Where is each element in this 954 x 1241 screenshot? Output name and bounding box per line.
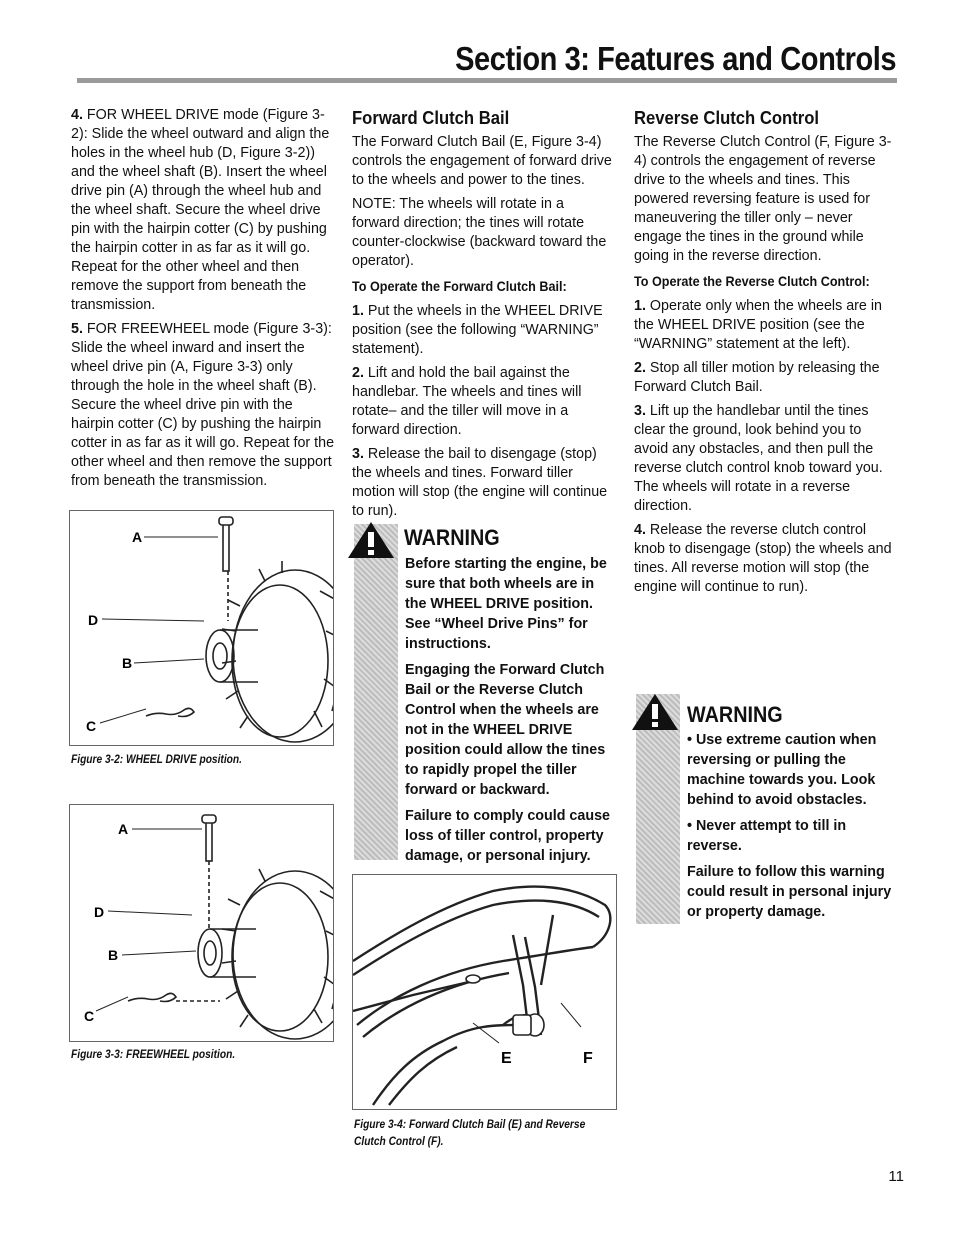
- figure-clutch-controls: [352, 874, 617, 1110]
- paragraph-wheel-drive: [71, 106, 335, 315]
- callout-d: D: [94, 904, 105, 920]
- step-number: 3.: [352, 446, 364, 462]
- step-number: 1.: [352, 303, 364, 319]
- warning-title: WARNING: [404, 525, 500, 550]
- warning-bullet: • Use extreme caution when reversing or pulling the machine towards you. Look behind to avoid obstacles.: [687, 732, 877, 808]
- figure-freewheel: [69, 804, 334, 1042]
- callout-a: A: [118, 821, 129, 837]
- step: [352, 445, 614, 521]
- callout-d: D: [88, 612, 99, 628]
- warning-stripe: [354, 524, 398, 860]
- step-text: Stop all tiller motion by releasing the Forward Clutch Bail.: [634, 360, 880, 395]
- callout-b: B: [122, 655, 133, 671]
- step-text: Release the reverse clutch control knob to disengage (stop) the wheels and tines. All reverse motion will stop (the engine will continue to run).: [634, 522, 892, 595]
- paragraph: The Reverse Clutch Control (F, Figure 3-4) controls the engagement of reverse drive to the wheels and tines. This powered reversing feature is used for maneuvering the tiller only – never engage the tines in the ground while going in the reverse direction.: [634, 134, 892, 264]
- warning-triangle-icon: [346, 520, 396, 560]
- warning-paragraph: Failure to follow this warning could result in personal injury or property damage.: [687, 864, 892, 920]
- warning-paragraph: Failure to comply could cause loss of tiller control, property damage, or personal injury.: [405, 808, 610, 864]
- page-number: 11: [888, 1168, 904, 1185]
- step: [352, 302, 614, 359]
- step-text: Lift and hold the bail against the handlebar. The wheels and tines will rotate– and the tiller will move in a forward direction.: [352, 365, 582, 438]
- warning-paragraph: Engaging the Forward Clutch Bail or the Reverse Clutch Control when the wheels are not in the WHEEL DRIVE position could allow the tines to rapidly propel the tiller forward or backward.: [405, 662, 606, 798]
- warning-bullet: • Never attempt to till in reverse.: [687, 818, 847, 854]
- figure-caption: Figure 3-2: WHEEL DRIVE position.: [71, 752, 242, 766]
- page-title: Section 3: Features and Controls: [455, 40, 896, 77]
- header-rule: [77, 78, 897, 83]
- subheading: To Operate the Forward Clutch Bail:: [352, 278, 567, 294]
- subheading: To Operate the Reverse Clutch Control:: [634, 273, 870, 289]
- step: [634, 402, 899, 516]
- step-number: 1.: [634, 298, 646, 314]
- section-heading: Forward Clutch Bail: [352, 107, 510, 128]
- clutch-bail-illustration: [353, 875, 616, 1109]
- figure-wheel-drive: [69, 510, 334, 746]
- step-text: Operate only when the wheels are in the WHEEL DRIVE position (see the “WARNING” statement at the left).: [634, 298, 882, 352]
- step-text: Lift up the handlebar until the tines clear the ground, look behind you to avoid any obstacles, and then pull the reverse clutch control knob toward you. The wheels will rotate in a reverse direction.: [634, 403, 883, 514]
- callout-e: E: [501, 1050, 512, 1067]
- step-text: Put the wheels in the WHEEL DRIVE position (see the following “WARNING” statement).: [352, 303, 603, 357]
- left-column: [71, 106, 335, 496]
- step-number: 4.: [634, 522, 646, 538]
- warning-title: WARNING: [687, 702, 783, 727]
- step-number: 3.: [634, 403, 646, 419]
- paragraph-text: FOR WHEEL DRIVE mode (Figure 3-2): Slide the wheel outward and align the holes in the wheel hub (D, Figure 3-2)) and the wheel shaft (B). Insert the wheel drive pin (A) through the wheel hub and the wheel shaft. Secure the wheel drive pin with the hairpin cotter (C) by pushing the hairpin cotter in as far as it will go. Repeat for the other wheel and then remove the support from beneath the transmission.: [71, 107, 330, 313]
- callout-f: F: [583, 1050, 593, 1067]
- warning-triangle-icon: [630, 692, 680, 732]
- middle-column: [352, 108, 614, 526]
- paragraph: The Forward Clutch Bail (E, Figure 3-4) controls the engagement of forward drive to the wheels and power to the tines.: [352, 134, 612, 188]
- right-column: [634, 108, 899, 602]
- figure-caption: Figure 3-3: FREEWHEEL position.: [71, 1047, 236, 1061]
- step: [634, 359, 899, 397]
- callout-b: B: [108, 947, 119, 963]
- step-number: 4.: [71, 107, 83, 123]
- step: [352, 364, 614, 440]
- callout-a: A: [132, 529, 143, 545]
- warning-body: [687, 730, 897, 928]
- step-number: 5.: [71, 321, 83, 337]
- step: [634, 297, 899, 354]
- callout-c: C: [86, 718, 97, 734]
- warning-paragraph: Before starting the engine, be sure that both wheels are in the WHEEL DRIVE position. See “Wheel Drive Pins” for instructions.: [405, 556, 607, 652]
- figure-caption: Figure 3-4: Forward Clutch Bail (E) and Reverse Clutch Control (F).: [354, 1117, 586, 1148]
- section-heading: Reverse Clutch Control: [634, 107, 820, 128]
- step-number: 2.: [634, 360, 646, 376]
- step: [634, 521, 899, 597]
- freewheel-illustration: [70, 805, 333, 1041]
- paragraph-text: FOR FREEWHEEL mode (Figure 3-3): Slide the wheel inward and insert the wheel drive pin (A, Figure 3-3) only through the hole in the wheel shaft (B). Secure the wheel drive pin with the hairpin cotter (C) by pushing the hairpin cotter in as far as it will go. Repeat for the other wheel and then remove the support from beneath the transmission.: [71, 321, 335, 489]
- paragraph-freewheel: [71, 320, 335, 491]
- warning-body: [405, 554, 612, 872]
- callout-c: C: [84, 1008, 95, 1024]
- step-text: Release the bail to disengage (stop) the wheels and tines. Forward tiller motion will stop (the engine will continue to run).: [352, 446, 608, 519]
- wheel-drive-illustration: [70, 511, 333, 745]
- note: NOTE: The wheels will rotate in a forward direction; the tines will rotate counter-clockwise (backward toward the operator).: [352, 196, 607, 269]
- step-number: 2.: [352, 365, 364, 381]
